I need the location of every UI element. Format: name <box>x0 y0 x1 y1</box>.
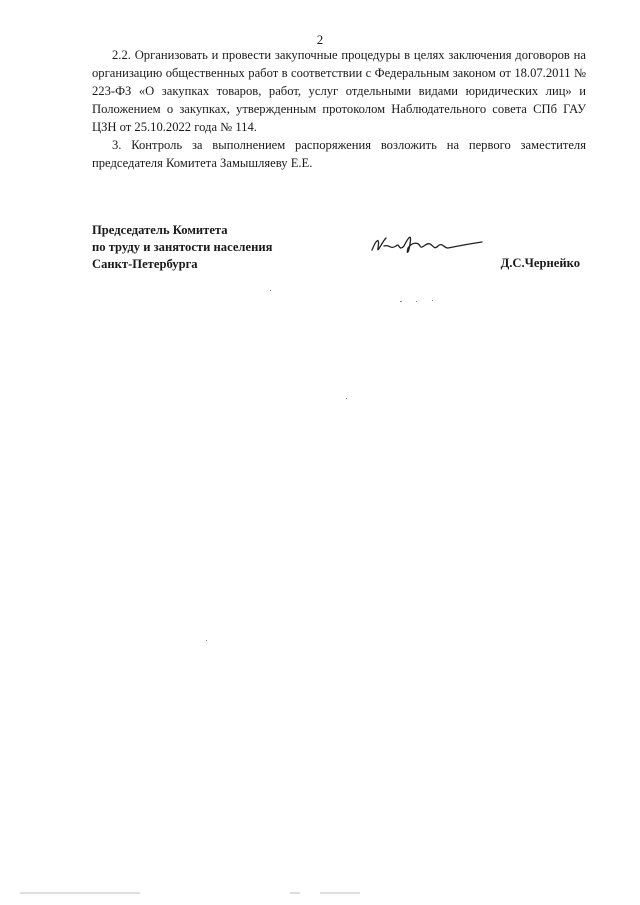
document-body <box>92 46 586 172</box>
signatory-title-line: по труду и занятости населения <box>92 240 273 254</box>
signatory-title <box>92 222 272 273</box>
handwritten-signature <box>368 228 486 258</box>
signatory-title-line: Санкт-Петербурга <box>92 257 198 271</box>
paragraph-3: 3. Контроль за выполнением распоряжения возложить на первого заместителя председателя Комитета Замышляеву Е.Е. <box>92 138 586 170</box>
signatory-title-line: Председатель Комитета <box>92 223 228 237</box>
paragraph-2-2: 2.2. Организовать и провести закупочные процедуры в целях заключения договоров на организацию общественных работ в соответствии с Федеральным законом от 18.07.2011 № 223-ФЗ «О закупках товаров, работ, услуг отдельными видами юридических лиц» и Положением о закупках, утвержденным протоколом Наблюдательного совета СПб ГАУ ЦЗН от 25.10.2022 года № 114. <box>92 48 586 134</box>
page-number: 2 <box>316 32 324 47</box>
signatory-name: Д.С.Чернейко <box>500 256 580 270</box>
